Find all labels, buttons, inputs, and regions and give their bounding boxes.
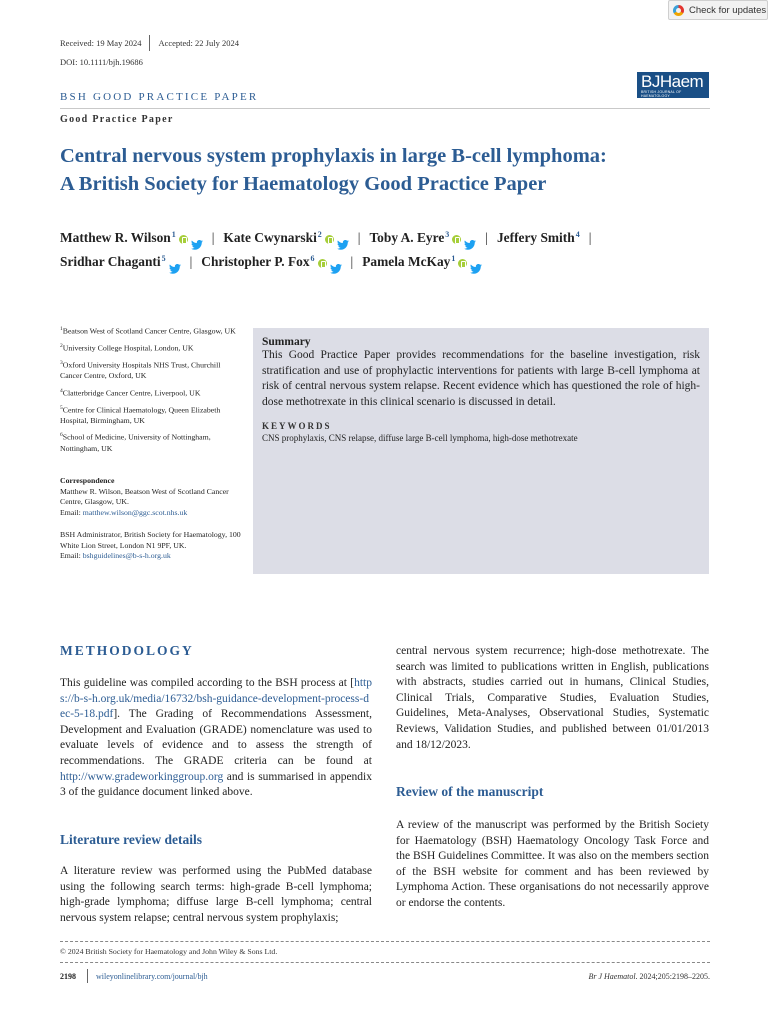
divider [149, 35, 150, 51]
author[interactable] [223, 226, 348, 250]
footer-divider [60, 941, 710, 942]
affiliation-sup: 4 [575, 230, 580, 239]
bsh-email-line [60, 551, 242, 562]
author-name: Toby A. Eyre [369, 230, 445, 245]
author[interactable] [201, 250, 341, 274]
author[interactable] [60, 226, 203, 250]
grade-link[interactable]: http://www.gradeworkinggroup.org [60, 770, 224, 783]
author-separator: | [350, 254, 354, 269]
author-name: Sridhar Chaganti [60, 254, 161, 269]
methodology-text-start: This guideline was compiled according to the BSH process at [ [60, 677, 355, 689]
summary-heading: Summary [262, 336, 311, 348]
correspondence-email-link[interactable]: matthew.wilson@ggc.scot.nhs.uk [82, 507, 188, 517]
affiliation-text: Centre for Clinical Haematology, Queen Elizabeth Hospital, Birmingham, UK [60, 405, 221, 425]
author-name: Pamela McKay [362, 254, 451, 269]
literature-text: A literature review was performed using the PubMed database using the following search terms: high-grade B-cell lymphoma; high-grade lymphoma; diffuse large B-cell lymphoma; central nervous system relapse; central nervous system prophylaxis; [60, 865, 372, 924]
page-number: 2198 [60, 972, 76, 981]
summary-box [253, 328, 709, 574]
paper-title [60, 142, 720, 198]
divider [60, 108, 710, 109]
email-label: Email: [60, 551, 83, 560]
author-name: Christopher P. Fox [201, 254, 310, 269]
author[interactable] [362, 250, 482, 274]
affiliation-text: Clatterbridge Cancer Centre, Liverpool, UK [62, 388, 201, 398]
affiliation-text: University College Hospital, London, UK [62, 343, 194, 353]
crossmark-icon [673, 5, 684, 16]
bsh-admin-text: BSH Administrator, British Society for Haematology, 100 White Lion Street, London N1 9PF, UK. [60, 530, 241, 550]
search-criteria-text: central nervous system recurrence; high-dose methotrexate. The search was limited to publications written in English, publications with abstracts, studies carried out in humans, Clinical Studies, Clinical Trials, Comparative Studies, Evaluation Studies, Guidelines, Meta-Analyses, Observational Studies, Systematic Reviews, Validation Studies, and published between 01/01/2013 and 18/12/2023. [396, 645, 709, 751]
doi[interactable]: DOI: 10.1111/bjh.19686 [60, 57, 143, 67]
summary-text: This Good Practice Paper provides recommendations for the baseline investigation, risk stratification and use of prophylactic interventions for patients with large B-cell lymphoma at risk of central nervous system relapse. Recent evidence which has questioned the role of high-dose methotrexate in this clinical scenario is discussed in detail. [262, 349, 700, 408]
affiliation [60, 386, 242, 399]
bsh-administrator [60, 530, 242, 562]
journal-logo[interactable] [637, 72, 709, 98]
orcid-icon[interactable] [318, 259, 327, 268]
bsh-email-link[interactable]: bshguidelines@b-s-h.org.uk [82, 551, 171, 560]
author-name: Jeffery Smith [496, 230, 575, 245]
author-list [60, 226, 720, 274]
author[interactable] [60, 250, 181, 274]
title-line-2: A British Society for Haematology Good Practice Paper [60, 173, 547, 195]
correspondence-email-line [60, 508, 242, 519]
copyright: © 2024 British Society for Haematology and John Wiley & Sons Ltd. [60, 947, 278, 956]
affiliation-number: 1 [60, 326, 63, 332]
affiliation-number: 3 [60, 360, 63, 367]
twitter-icon[interactable] [337, 234, 349, 244]
twitter-icon[interactable] [470, 258, 482, 268]
logo-tagline: BRITISH JOURNAL OF HAEMATOLOGY [641, 90, 682, 98]
affiliation-number: 6 [60, 432, 63, 439]
twitter-icon[interactable] [464, 234, 476, 244]
affiliation-number: 2 [60, 343, 63, 350]
affiliation-text: Oxford University Hospitals NHS Trust, Churchill Cancer Centre, Oxford, UK [60, 360, 221, 381]
correspondence [60, 476, 242, 518]
literature-heading: Literature review details [60, 832, 202, 847]
affiliation-sup: 3 [445, 230, 450, 239]
affiliation-sup: 5 [161, 254, 166, 263]
orcid-icon[interactable] [452, 235, 461, 244]
affiliation-sup: 1 [451, 254, 456, 263]
footer-divider [60, 962, 710, 963]
author-separator: | [211, 230, 215, 245]
affiliation [60, 341, 242, 354]
affiliation [60, 324, 242, 337]
citation [540, 972, 710, 981]
bsh-process-link[interactable]: https://b-s-h.org.uk/media/16732/bsh-guidance-development-process-dec-5-18.pdf [60, 677, 372, 721]
article-dates [60, 38, 239, 51]
check-for-updates-button[interactable] [668, 0, 768, 20]
accepted-date: Accepted: 22 July 2024 [158, 38, 239, 48]
author[interactable] [369, 226, 476, 250]
methodology-heading: METHODOLOGY [60, 643, 194, 658]
twitter-icon[interactable] [191, 234, 203, 244]
affiliation [60, 358, 242, 382]
methodology-text [60, 676, 372, 801]
check-for-updates-label: Check for updates [689, 4, 767, 16]
affiliation [60, 430, 242, 454]
affiliation-text: School of Medicine, University of Nottingham, Nottingham, UK [60, 433, 211, 453]
affiliation-sup: 2 [317, 230, 322, 239]
affiliations [60, 324, 242, 458]
received-date: Received: 19 May 2024 [60, 38, 142, 48]
affiliation-sup: 6 [310, 254, 315, 263]
series-heading: BSH GOOD PRACTICE PAPER [60, 91, 259, 103]
journal-url-link[interactable]: wileyonlinelibrary.com/journal/bjh [96, 972, 208, 981]
email-label: Email: [60, 507, 83, 517]
citation-rest: . 2024;205:2198–2205. [635, 972, 710, 981]
correspondence-text: Matthew R. Wilson, Beatson West of Scotland Cancer Centre, Glasgow, UK. [60, 486, 229, 506]
keywords-text: CNS prophylaxis, CNS relapse, diffuse large B-cell lymphoma, high-dose methotrexate [262, 433, 578, 444]
article-type: Good Practice Paper [60, 114, 174, 125]
review-heading: Review of the manuscript [396, 784, 544, 799]
author-separator: | [588, 230, 592, 245]
orcid-icon[interactable] [458, 259, 467, 268]
review-text: A review of the manuscript was performed by the British Society for Haematology (BSH) Haematology Oncology Task Force and the BSH Guidelines Committee. It was also on the members section of the BSH website for comment and has been reviewed by Lymphoma Action. These organisations do not necessarily approve or endorse the contents. [396, 819, 709, 909]
methodology-text-mid: ]. The Grading of Recommendations Assessment, Development and Evaluation (GRADE) nomenclature was used to evaluate levels of evidence and to assess the strength of recommendations. The GRADE criteria can be found at [60, 708, 372, 767]
affiliation-number: 4 [60, 387, 63, 394]
author[interactable] [497, 226, 580, 250]
correspondence-heading: Correspondence [60, 476, 115, 485]
affiliation-sup: 1 [171, 230, 176, 239]
twitter-icon[interactable] [169, 258, 181, 268]
affiliation-number: 5 [60, 404, 63, 411]
orcid-icon[interactable] [325, 235, 334, 244]
logo-name: BJHaem [641, 72, 704, 91]
orcid-icon[interactable] [179, 235, 188, 244]
author-name: Matthew R. Wilson [60, 230, 171, 245]
title-line-1: Central nervous system prophylaxis in large B-cell lymphoma: [60, 145, 607, 167]
author-separator: | [357, 230, 361, 245]
author-name: Kate Cwynarski [223, 230, 317, 245]
author-separator: | [485, 230, 488, 245]
affiliation [60, 403, 242, 427]
author-separator: | [189, 254, 193, 269]
citation-journal: Br J Haematol [588, 972, 636, 981]
methodology-text-end: and is summarised in appendix 3 of the guidance document linked above. [60, 770, 372, 799]
affiliation-text: Beatson West of Scotland Cancer Centre, Glasgow, UK [62, 326, 236, 336]
divider [87, 969, 88, 983]
keywords-heading: KEYWORDS [262, 421, 332, 432]
twitter-icon[interactable] [330, 258, 342, 268]
